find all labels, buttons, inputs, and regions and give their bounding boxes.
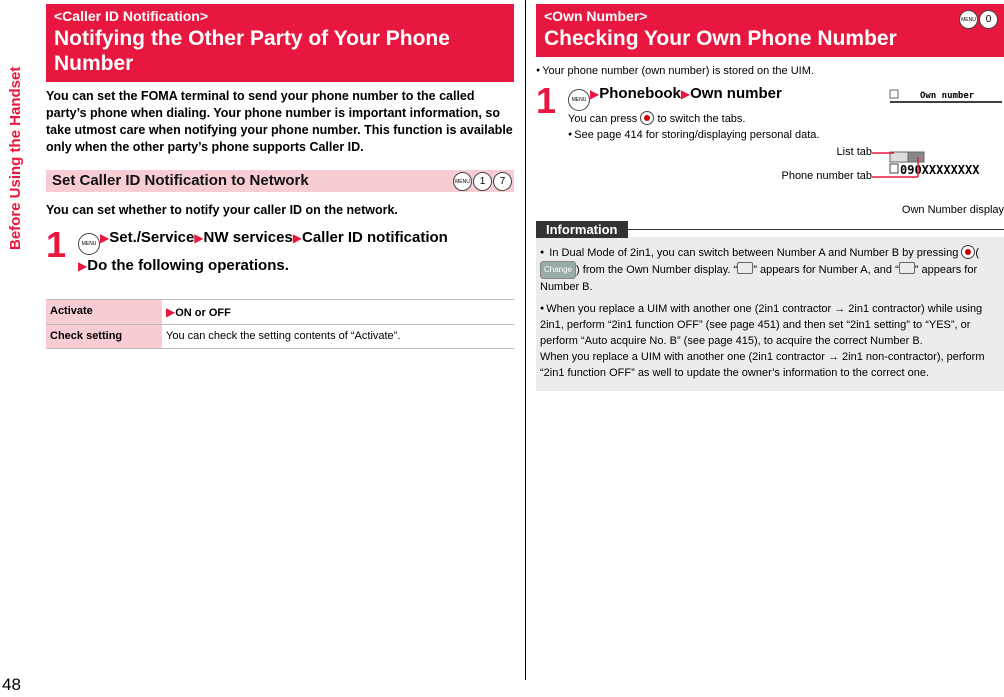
side-tab — [0, 52, 28, 252]
table-row — [46, 300, 514, 325]
option-label: Activate — [46, 300, 162, 325]
shortcut-keys — [959, 10, 998, 29]
menu-key-icon: MENU — [568, 89, 590, 111]
path-item: Set./Service — [109, 229, 195, 246]
key-1-icon: 1 — [473, 172, 492, 191]
option-label: Check setting — [46, 325, 162, 349]
nav-key-icon — [640, 111, 654, 125]
path-item: Caller ID notification — [301, 229, 448, 246]
information-heading — [536, 221, 1004, 237]
path-item: Own number — [690, 85, 782, 102]
path-item: Do the following operations. — [87, 257, 289, 274]
shortcut-keys — [453, 172, 512, 191]
option-value: You can check the setting contents of “Activate”. — [162, 325, 514, 349]
own-number-header — [536, 4, 1004, 57]
caller-id-header — [46, 4, 514, 82]
side-tab-label: Before Using the Handset — [7, 66, 24, 250]
section-description: You can set whether to notify your caller ID on the network. — [46, 203, 398, 217]
key-0-icon: 0 — [979, 10, 998, 29]
info-uim-replace-contractor: ● When you replace a UIM with another one (2in1 contractor → 2in1 contractor) while using 2in1, perform “2in1 function OFF” (see page 451) and then set “2in1 setting” to “YES”, or perform “Auto acquire No. B” (see page 415), to acquire the correct Number B. — [540, 301, 996, 349]
information-tag: Information — [536, 221, 628, 238]
screen-caption: Own Number display — [901, 204, 1004, 216]
step-body — [568, 83, 819, 143]
callout-lines — [872, 152, 922, 182]
intro-text: You can set the FOMA terminal to send your phone number to the called party’s phone when dialing. Your phone number is important information, so take utmost care when notifying your phone number. This function is available only when the other party’s phone supports Caller ID. — [46, 89, 513, 154]
information-box — [536, 237, 1004, 391]
page-number: 48 — [2, 675, 21, 694]
own-phone-number: 090XXXXXXXX — [900, 163, 980, 174]
left-column — [46, 4, 514, 349]
screen-title: Own number — [920, 91, 975, 101]
header-title: Checking Your Own Phone Number — [544, 27, 897, 50]
phone-tab-callout: Phone number tab — [781, 170, 872, 182]
info-dual-mode: ● In Dual Mode of 2in1, you can switch between Number A and Number B by pressing (Change ) from the Own Number display. “ ” appears for Number A, and “ ” appears for Number B. — [540, 245, 996, 295]
menu-key-icon: MENU — [959, 10, 978, 29]
path-item: Phonebook — [599, 85, 681, 102]
section-bar — [46, 170, 514, 192]
menu-key-icon: MENU — [453, 172, 472, 191]
header-subtitle: <Own Number> — [544, 8, 648, 24]
step-1 — [46, 224, 514, 277]
section-title: Set Caller ID Notification to Network — [52, 172, 309, 189]
nav-key-icon — [961, 245, 975, 259]
arrow-icon: ▶ — [680, 87, 691, 101]
header-subtitle: <Caller ID Notification> — [54, 8, 209, 24]
right-column — [536, 4, 1004, 391]
number-b-icon — [899, 262, 915, 274]
option-value: ▶ON or OFF — [162, 300, 514, 325]
step-number: 1 — [46, 224, 67, 265]
number-a-icon — [737, 262, 753, 274]
key-7-icon: 7 — [493, 172, 512, 191]
arrow-icon: ▶ — [292, 231, 302, 245]
options-table — [46, 299, 514, 349]
change-softkey: Change — [540, 261, 576, 279]
info-uim-replace-non-contractor: When you replace a UIM with another one (2in1 contractor → 2in1 non-contractor), perform “2in1 function OFF” as well to update the owner’s information to the correct one. — [540, 351, 985, 379]
tab-switch-note: You can press to switch the tabs. — [568, 113, 746, 125]
arrow-icon: ▶ — [166, 305, 176, 319]
arrow-icon: ▶ — [194, 231, 204, 245]
uim-note: ● Your phone number (own number) is stored on the UIM. — [536, 63, 1004, 79]
step-instructions — [568, 83, 819, 111]
see-page-note: ● See page 414 for storing/displaying personal data. — [568, 127, 819, 143]
header-title: Notifying the Other Party of Your Phone Number — [54, 27, 450, 75]
list-tab-callout: List tab — [836, 146, 872, 158]
arrow-icon: ▶ — [78, 259, 88, 273]
step-number: 1 — [536, 80, 557, 121]
column-divider — [525, 0, 526, 680]
step-instructions — [78, 227, 448, 277]
table-row — [46, 325, 514, 349]
menu-key-icon: MENU — [78, 233, 100, 255]
path-item: NW services — [203, 229, 293, 246]
arrow-icon: ▶ — [100, 231, 110, 245]
arrow-icon: ▶ — [590, 87, 600, 101]
